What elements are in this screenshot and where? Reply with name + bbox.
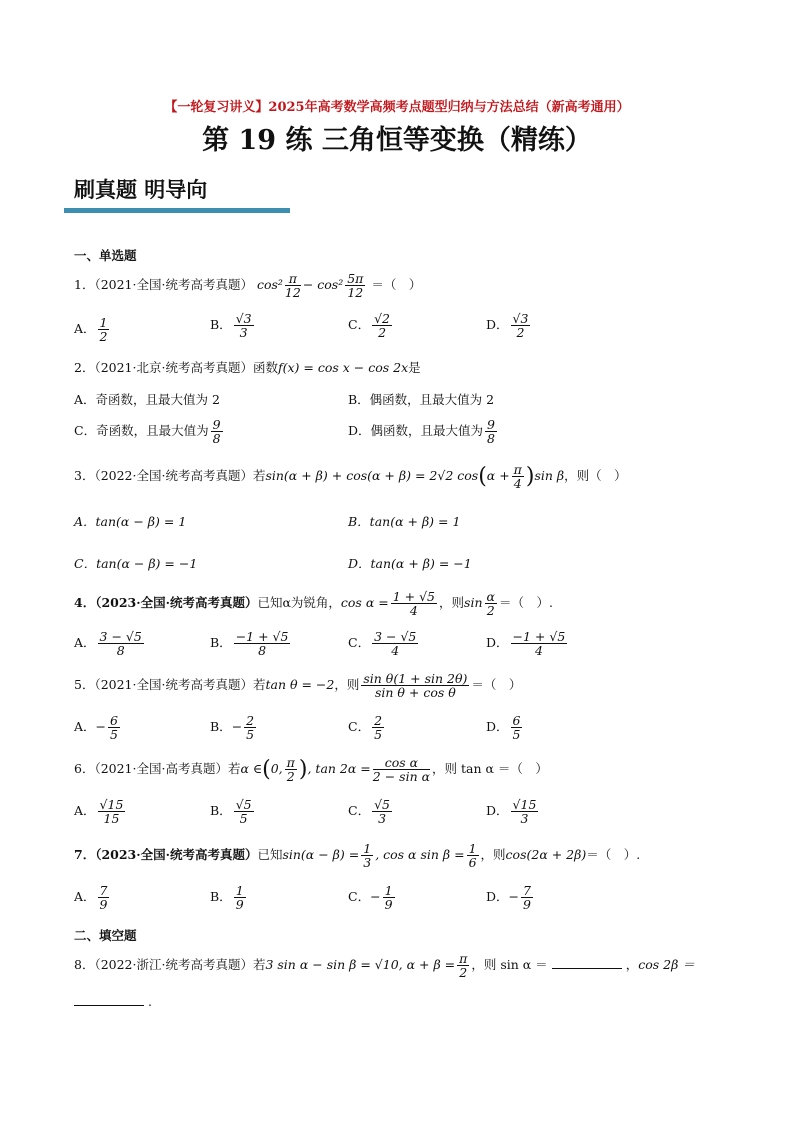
section-heading: 刷真题 明导向 — [74, 177, 208, 202]
q3-option-d: D．tan(α + β) = −1 — [348, 556, 472, 571]
question-5: 5．（2021·全国·统考高考真题）若tan θ = −2，则 $\frac{\text{sin θ(1 + sin 2θ)}}{\text{sin θ + cos θ}}$ ＝（ ） — [74, 671, 522, 701]
q3-option-a: A．tan(α − β) = 1 — [74, 514, 187, 529]
q5-option-a: A．− $\frac{6}{5}$ — [74, 713, 118, 743]
question-1 — [74, 272, 421, 299]
q1-expr: cos² $\frac{\pi}{12}$ − cos² $\frac{5\pi}{12}$ — [256, 271, 364, 301]
q3-option-b: B．tan(α + β) = 1 — [348, 514, 461, 529]
part-single-choice: 一、单选题 — [74, 248, 137, 263]
q1-tail: ＝（ ） — [371, 277, 422, 293]
answer-blank-2[interactable] — [74, 1005, 144, 1006]
q2-option-b: B．偶函数，且最大值为 2 — [348, 392, 495, 407]
part-fill-blank: 二、填空题 — [74, 928, 137, 943]
question-7: 7．（2023·全国·统考高考真题）已知sin(α − β) = $\frac{1}{3}$ , cos α sin β = $\frac{1}{6}$ ，则cos(2α + 2β)＝（ ）. — [74, 841, 641, 871]
q4-option-d: D． $\frac{-1 + √5}{4}$ — [486, 629, 566, 659]
q2-option-a: A．奇函数，且最大值为 2 — [74, 392, 220, 407]
document-header: 【一轮复习讲义】2025年高考数学高频考点题型归纳与方法总结（新高考通用） — [164, 100, 630, 115]
q1-option-c: C． $\frac{√2}{2}$ — [348, 311, 390, 341]
q4-option-a: A． $\frac{3 - √5}{8}$ — [74, 629, 142, 659]
q1-option-b: B． $\frac{√3}{3}$ — [210, 311, 252, 341]
q6-option-d: D． $\frac{√15}{3}$ — [486, 797, 537, 827]
q5-option-d: D． $\frac{6}{5}$ — [486, 713, 521, 743]
question-2: 2．（2021·北京·统考高考真题）函数f(x) = cos x − cos 2x是 — [74, 360, 421, 375]
question-8-continued: . — [74, 994, 152, 1009]
answer-blank-1[interactable] — [552, 968, 622, 969]
q3-option-c: C．tan(α − β) = −1 — [74, 556, 198, 571]
q7-option-c: C．− $\frac{1}{9}$ — [348, 883, 393, 913]
q5-option-b: B．− $\frac{2}{5}$ — [210, 713, 255, 743]
q4-option-b: B． $\frac{-1 + √5}{8}$ — [210, 629, 289, 659]
q7-option-a: A． $\frac{7}{9}$ — [74, 883, 108, 913]
q2-option-d: D．偶函数，且最大值为 $\frac{9}{8}$ — [348, 417, 495, 447]
question-3: 3．（2022·全国·统考高考真题）若sin(α + β) + cos(α + β) = 2√2 cos(α + $\frac{\pi}{4}$ )sin β，则（ ） — [74, 462, 627, 492]
q6-option-b: B． $\frac{√5}{5}$ — [210, 797, 252, 827]
q7-option-b: B． $\frac{1}{9}$ — [210, 883, 244, 913]
q2-option-c: C．奇函数，且最大值为 $\frac{9}{8}$ — [74, 417, 221, 447]
q5-option-c: C． $\frac{2}{5}$ — [348, 713, 383, 743]
q6-option-c: C． $\frac{√5}{3}$ — [348, 797, 390, 827]
q6-option-a: A． $\frac{√15}{15}$ — [74, 797, 124, 827]
q4-option-c: C． $\frac{3 - √5}{4}$ — [348, 629, 417, 659]
q1-stem: 1．（2021·全国·统考高考真题） — [74, 277, 253, 293]
q1-option-a: A． $\frac{1}{2}$ — [74, 315, 108, 345]
page-title: 第 19 练 三角恒等变换（精练） — [202, 125, 592, 156]
q7-option-d: D．− $\frac{7}{9}$ — [486, 883, 531, 913]
question-6: 6．（2021·全国·高考真题）若α ∈(0, $\frac{\pi}{2}$ ), tan 2α = $\frac{\text{cos α}}{\text{2 − sin α}}$ ，则 tan α ＝（ ） — [74, 755, 548, 785]
section-underline — [64, 208, 290, 213]
question-4: 4．（2023·全国·统考高考真题）已知α为锐角，cos α = $\frac{1 + √5}{4}$ ，则sin $\frac{\alpha}{2}$ ＝（ ）. — [74, 589, 553, 619]
q1-option-d: D． $\frac{√3}{2}$ — [486, 311, 529, 341]
question-8: 8．（2022·浙江·统考高考真题）若3 sin α − sin β = √10, α + β = $\frac{\pi}{2}$ ，则 sin α ＝ ，cos 2β ＝ — [74, 951, 695, 981]
